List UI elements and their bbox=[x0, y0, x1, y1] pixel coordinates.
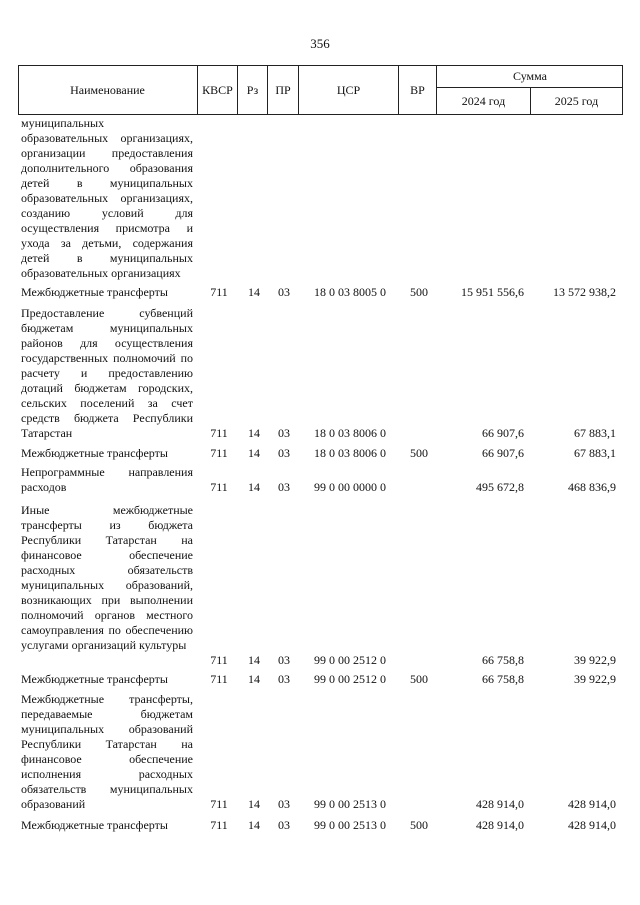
row-sum-2024: 66 758,8 bbox=[482, 653, 524, 667]
row-csr: 18 0 03 8006 0 bbox=[314, 426, 386, 440]
row-kvsr: 711 bbox=[210, 818, 228, 832]
row-sum-2024: 66 907,6 bbox=[482, 426, 524, 440]
row-rz: 14 bbox=[248, 480, 260, 494]
row-rz: 14 bbox=[248, 446, 260, 460]
header-csr: ЦСР bbox=[336, 82, 361, 97]
table-header bbox=[18, 65, 623, 115]
row-sum-2024: 495 672,8 bbox=[476, 480, 524, 494]
header-name: Наименование bbox=[70, 82, 145, 97]
row-name: Межбюджетные трансферты bbox=[21, 818, 168, 832]
row-vr: 500 bbox=[410, 285, 428, 299]
row-name: Межбюджетные трансферты bbox=[21, 285, 168, 299]
row-pr: 03 bbox=[278, 818, 290, 832]
row-pr: 03 bbox=[278, 653, 290, 667]
row-pr: 03 bbox=[278, 285, 290, 299]
row-name: Иные межбюджетные трансферты из бюджета Республики Татарстан на финансовое обеспечение расходных обязательств муниципальных образований, возникающих при выполнении полномочий органов местного самоуправления по обеспечению услугами организаций культуры bbox=[21, 503, 193, 652]
row-sum-2024: 15 951 556,6 bbox=[461, 285, 524, 299]
row-pr: 03 bbox=[278, 446, 290, 460]
row-pr: 03 bbox=[278, 480, 290, 494]
row-name: Межбюджетные трансферты bbox=[21, 446, 168, 460]
row-rz: 14 bbox=[248, 672, 260, 686]
row-sum-2025: 67 883,1 bbox=[574, 426, 616, 440]
row-kvsr: 711 bbox=[210, 480, 228, 494]
row-name: Межбюджетные трансферты bbox=[21, 672, 168, 686]
row-rz: 14 bbox=[248, 797, 260, 811]
row-vr: 500 bbox=[410, 818, 428, 832]
row-csr: 99 0 00 2512 0 bbox=[314, 672, 386, 686]
row-rz: 14 bbox=[248, 818, 260, 832]
header-year-2025: 2025 год bbox=[554, 93, 599, 108]
row-kvsr: 711 bbox=[210, 672, 228, 686]
header-kvsr: КВСР bbox=[202, 82, 233, 97]
row-sum-2025: 39 922,9 bbox=[574, 672, 616, 686]
row-pr: 03 bbox=[278, 797, 290, 811]
row-sum-2024: 428 914,0 bbox=[476, 818, 524, 832]
row-name: муниципальных образовательных организациях, организации предоставления дополнительного образования детей в муниципальных образовательных организациях, созданию условий для осуществления присмотра и ухода за детьми, содержания детей в муниципальных образовательных организациях bbox=[21, 116, 193, 280]
row-name: Межбюджетные трансферты, передаваемые бюджетам муниципальных образований Республики Татарстан на финансовое обеспечение исполнения расходных обязательств муниципальных образований bbox=[21, 692, 193, 811]
row-sum-2025: 428 914,0 bbox=[568, 797, 616, 811]
header-vr: ВР bbox=[410, 82, 425, 97]
row-kvsr: 711 bbox=[210, 797, 228, 811]
header-rz: Рз bbox=[246, 82, 259, 97]
row-rz: 14 bbox=[248, 285, 260, 299]
row-pr: 03 bbox=[278, 426, 290, 440]
row-vr: 500 bbox=[410, 446, 428, 460]
row-csr: 18 0 03 8006 0 bbox=[314, 446, 386, 460]
row-sum-2025: 39 922,9 bbox=[574, 653, 616, 667]
header-sum: Сумма bbox=[513, 68, 547, 83]
row-csr: 99 0 00 2512 0 bbox=[314, 653, 386, 667]
row-csr: 18 0 03 8005 0 bbox=[314, 285, 386, 299]
row-sum-2024: 428 914,0 bbox=[476, 797, 524, 811]
page-number: 356 bbox=[310, 36, 330, 51]
row-sum-2025: 428 914,0 bbox=[568, 818, 616, 832]
row-rz: 14 bbox=[248, 653, 260, 667]
row-csr: 99 0 00 2513 0 bbox=[314, 797, 386, 811]
row-kvsr: 711 bbox=[210, 446, 228, 460]
row-sum-2025: 13 572 938,2 bbox=[553, 285, 616, 299]
row-name: Непрограммные направления расходов bbox=[21, 465, 193, 494]
row-kvsr: 711 bbox=[210, 426, 228, 440]
row-sum-2024: 66 907,6 bbox=[482, 446, 524, 460]
row-rz: 14 bbox=[248, 426, 260, 440]
row-sum-2024: 66 758,8 bbox=[482, 672, 524, 686]
header-year-2024: 2024 год bbox=[461, 93, 506, 108]
row-sum-2025: 468 836,9 bbox=[568, 480, 616, 494]
row-csr: 99 0 00 2513 0 bbox=[314, 818, 386, 832]
header-pr: ПР bbox=[275, 82, 291, 97]
row-csr: 99 0 00 0000 0 bbox=[314, 480, 386, 494]
row-kvsr: 711 bbox=[210, 653, 228, 667]
row-kvsr: 711 bbox=[210, 285, 228, 299]
row-pr: 03 bbox=[278, 672, 290, 686]
row-name: Предоставление субвенций бюджетам муниципальных районов для осуществления государственных полномочий по расчету и предоставлению дотаций бюджетам городских, сельских поселений за счет средств бюджета Республики Татарстан bbox=[21, 306, 193, 440]
row-vr: 500 bbox=[410, 672, 428, 686]
row-sum-2025: 67 883,1 bbox=[574, 446, 616, 460]
